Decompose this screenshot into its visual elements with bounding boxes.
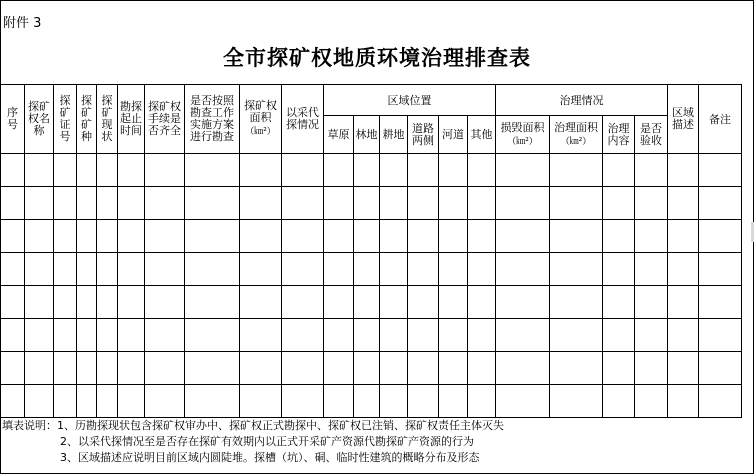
table-cell[interactable]: [550, 286, 603, 319]
table-cell[interactable]: [240, 319, 282, 352]
table-row: [1, 385, 742, 418]
header-other: 其他: [468, 116, 496, 154]
table-cell[interactable]: [496, 187, 550, 220]
table-cell[interactable]: [282, 286, 324, 319]
table-cell[interactable]: [439, 253, 468, 286]
table-cell[interactable]: [185, 220, 240, 253]
table-cell[interactable]: [77, 319, 97, 352]
table-cell[interactable]: [603, 319, 635, 352]
table-cell[interactable]: [354, 187, 380, 220]
table-cell[interactable]: [603, 253, 635, 286]
header-mineral: 探矿矿种: [77, 85, 97, 154]
table-cell[interactable]: [408, 253, 439, 286]
table-cell[interactable]: [1, 385, 25, 418]
table-cell[interactable]: [635, 253, 668, 286]
table-cell[interactable]: [439, 385, 468, 418]
table-cell[interactable]: [1, 154, 25, 187]
table-cell[interactable]: [668, 385, 699, 418]
table-cell[interactable]: [97, 253, 118, 286]
table-cell[interactable]: [54, 352, 77, 385]
table-cell[interactable]: [282, 385, 324, 418]
table-cell[interactable]: [468, 220, 496, 253]
table-cell[interactable]: [496, 385, 550, 418]
table-cell[interactable]: [118, 385, 145, 418]
table-cell[interactable]: [550, 352, 603, 385]
table-cell[interactable]: [603, 187, 635, 220]
table-cell[interactable]: [54, 154, 77, 187]
header-grassland: 草原: [324, 116, 354, 154]
table-cell[interactable]: [550, 154, 603, 187]
table-cell[interactable]: [145, 220, 185, 253]
table-row: [1, 286, 742, 319]
attachment-label: 附件 3: [3, 16, 42, 31]
table-cell[interactable]: [282, 319, 324, 352]
header-period: 勘探起止时间: [118, 85, 145, 154]
table-cell[interactable]: [240, 154, 282, 187]
table-cell[interactable]: [145, 286, 185, 319]
table-cell[interactable]: [496, 154, 550, 187]
table-cell[interactable]: [324, 187, 354, 220]
table-cell[interactable]: [324, 220, 354, 253]
survey-table: [0, 84, 742, 418]
table-cell[interactable]: [118, 187, 145, 220]
table-cell[interactable]: [145, 154, 185, 187]
table-cell[interactable]: [97, 385, 118, 418]
table-cell[interactable]: [408, 187, 439, 220]
table-cell[interactable]: [439, 319, 468, 352]
table-cell[interactable]: [324, 385, 354, 418]
header-damaged-area: 损毁面积 （㎞²）: [496, 116, 550, 154]
table-cell[interactable]: [77, 187, 97, 220]
table-cell[interactable]: [468, 385, 496, 418]
table-row: [1, 220, 742, 253]
table-cell[interactable]: [118, 352, 145, 385]
table-cell[interactable]: [468, 286, 496, 319]
table-cell[interactable]: [635, 385, 668, 418]
table-cell[interactable]: [240, 352, 282, 385]
header-forest: 林地: [354, 116, 380, 154]
header-plan: 是否按照勘查工作实施方案进行勘查: [185, 85, 240, 154]
header-seq: 序号: [1, 85, 25, 154]
table-cell[interactable]: [668, 286, 699, 319]
table-cell[interactable]: [668, 154, 699, 187]
table-cell[interactable]: [635, 154, 668, 187]
table-cell[interactable]: [380, 253, 408, 286]
table-cell[interactable]: [699, 220, 742, 253]
header-treatment: 治理情况: [496, 85, 668, 116]
table-cell[interactable]: [1, 253, 25, 286]
table-body: [1, 154, 742, 418]
table-cell[interactable]: [439, 187, 468, 220]
table-cell[interactable]: [354, 154, 380, 187]
header-row-1: [1, 85, 742, 116]
table-cell[interactable]: [240, 187, 282, 220]
table-cell[interactable]: [145, 187, 185, 220]
table-cell[interactable]: [439, 220, 468, 253]
header-farmland: 耕地: [380, 116, 408, 154]
table-cell[interactable]: [550, 220, 603, 253]
table-cell[interactable]: [380, 319, 408, 352]
table-cell[interactable]: [380, 154, 408, 187]
table-cell[interactable]: [240, 385, 282, 418]
table-cell[interactable]: [145, 253, 185, 286]
header-roadside: 道路两侧: [408, 116, 439, 154]
header-mining: 以采代探情况: [282, 85, 324, 154]
table-cell[interactable]: [496, 286, 550, 319]
table-cell[interactable]: [635, 319, 668, 352]
table-cell[interactable]: [380, 286, 408, 319]
table-cell[interactable]: [603, 385, 635, 418]
table-cell[interactable]: [380, 187, 408, 220]
table-cell[interactable]: [185, 286, 240, 319]
table-cell[interactable]: [699, 385, 742, 418]
table-cell[interactable]: [185, 319, 240, 352]
treated-unit: （㎞²）: [560, 136, 592, 147]
table-cell[interactable]: [496, 220, 550, 253]
table-cell[interactable]: [408, 220, 439, 253]
table-cell[interactable]: [54, 253, 77, 286]
table-cell[interactable]: [324, 286, 354, 319]
table-cell[interactable]: [25, 220, 54, 253]
header-accepted: 是否验收: [635, 116, 668, 154]
table-cell[interactable]: [496, 253, 550, 286]
table-cell[interactable]: [635, 352, 668, 385]
header-remarks: 备注: [699, 85, 742, 154]
table-cell[interactable]: [25, 385, 54, 418]
table-cell[interactable]: [77, 385, 97, 418]
table-row: [1, 187, 742, 220]
table-cell[interactable]: [603, 286, 635, 319]
table-cell[interactable]: [145, 385, 185, 418]
table-cell[interactable]: [282, 352, 324, 385]
header-area: 探矿权面积 （㎞²）: [240, 85, 282, 154]
page-title: 全市探矿权地质环境治理排查表: [223, 45, 531, 70]
table-cell[interactable]: [468, 253, 496, 286]
table-cell[interactable]: [1, 220, 25, 253]
table-cell[interactable]: [1, 187, 25, 220]
table-cell[interactable]: [282, 154, 324, 187]
table-cell[interactable]: [1, 352, 25, 385]
table-cell[interactable]: [118, 220, 145, 253]
table-cell[interactable]: [25, 286, 54, 319]
table-cell[interactable]: [185, 154, 240, 187]
table-cell[interactable]: [25, 352, 54, 385]
fill-notes: [2, 418, 504, 466]
table-cell[interactable]: [354, 352, 380, 385]
header-river: 河道: [439, 116, 468, 154]
table-row: [1, 352, 742, 385]
table-cell[interactable]: [468, 319, 496, 352]
table-cell[interactable]: [97, 187, 118, 220]
table-cell[interactable]: [439, 352, 468, 385]
table-cell[interactable]: [118, 319, 145, 352]
table-cell[interactable]: [185, 385, 240, 418]
table-cell[interactable]: [699, 352, 742, 385]
table-cell[interactable]: [354, 253, 380, 286]
table-cell[interactable]: [699, 286, 742, 319]
table-cell[interactable]: [97, 154, 118, 187]
table-cell[interactable]: [603, 352, 635, 385]
table-cell[interactable]: [97, 220, 118, 253]
table-cell[interactable]: [54, 319, 77, 352]
table-cell[interactable]: [97, 319, 118, 352]
table-cell[interactable]: [354, 220, 380, 253]
table-cell[interactable]: [25, 187, 54, 220]
table-cell[interactable]: [699, 187, 742, 220]
table-cell[interactable]: [380, 220, 408, 253]
table-cell[interactable]: [699, 319, 742, 352]
table-cell[interactable]: [54, 187, 77, 220]
table-cell[interactable]: [282, 220, 324, 253]
table-cell[interactable]: [282, 253, 324, 286]
table-cell[interactable]: [185, 352, 240, 385]
table-cell[interactable]: [145, 352, 185, 385]
note-1: 填表说明：1、历勘探现状包含探矿权审办中、探矿权正式勘探中、探矿权已注销、探矿权责任主体灭失: [2, 419, 504, 432]
header-treat-content: 治理内容: [603, 116, 635, 154]
table-cell[interactable]: [496, 352, 550, 385]
table-cell[interactable]: [77, 352, 97, 385]
table-cell[interactable]: [77, 220, 97, 253]
table-cell[interactable]: [354, 286, 380, 319]
table-cell[interactable]: [550, 319, 603, 352]
note-2: 2、以采代探情况至是否存在探矿有效期内以正式开采矿产资源代勘探矿产资源的行为: [60, 435, 474, 448]
table-cell[interactable]: [324, 253, 354, 286]
table-cell[interactable]: [324, 154, 354, 187]
header-desc: 区域描述: [668, 85, 699, 154]
table-cell[interactable]: [354, 319, 380, 352]
table-cell[interactable]: [635, 286, 668, 319]
table-cell[interactable]: [468, 154, 496, 187]
table-row: [1, 253, 742, 286]
table-cell[interactable]: [439, 154, 468, 187]
table-cell[interactable]: [77, 154, 97, 187]
table-cell[interactable]: [1, 286, 25, 319]
header-status: 探矿现状: [97, 85, 118, 154]
header-cert: 探矿证号: [54, 85, 77, 154]
table-cell[interactable]: [699, 154, 742, 187]
table-cell[interactable]: [240, 220, 282, 253]
table-cell[interactable]: [668, 319, 699, 352]
table-cell[interactable]: [185, 187, 240, 220]
table-cell[interactable]: [550, 385, 603, 418]
table-cell[interactable]: [145, 319, 185, 352]
note-3: 3、区域描述应说明目前区域内圆陡堆。探槽（坑）、硐、临时性建筑的概略分布及形态: [60, 451, 480, 464]
table-cell[interactable]: [54, 385, 77, 418]
table-cell[interactable]: [97, 352, 118, 385]
table-cell[interactable]: [550, 187, 603, 220]
table-cell[interactable]: [408, 286, 439, 319]
table-cell[interactable]: [439, 286, 468, 319]
table-cell[interactable]: [185, 253, 240, 286]
header-location: 区域位置: [324, 85, 496, 116]
table-cell[interactable]: [354, 385, 380, 418]
table-cell[interactable]: [380, 385, 408, 418]
table-cell[interactable]: [668, 220, 699, 253]
table-cell[interactable]: [408, 319, 439, 352]
table-cell[interactable]: [550, 253, 603, 286]
table-cell[interactable]: [118, 154, 145, 187]
header-name: 探矿权名称: [25, 85, 54, 154]
table-row: [1, 319, 742, 352]
table-cell[interactable]: [380, 352, 408, 385]
table-cell[interactable]: [77, 253, 97, 286]
header-treated-area: 治理面积 （㎞²）: [550, 116, 603, 154]
table-cell[interactable]: [240, 253, 282, 286]
table-cell[interactable]: [324, 352, 354, 385]
table-cell[interactable]: [408, 385, 439, 418]
table-cell[interactable]: [668, 352, 699, 385]
table-cell[interactable]: [118, 286, 145, 319]
table-cell[interactable]: [635, 187, 668, 220]
table-cell[interactable]: [496, 319, 550, 352]
table-cell[interactable]: [603, 154, 635, 187]
damaged-unit: （㎞²）: [507, 136, 538, 147]
table-cell[interactable]: [668, 187, 699, 220]
table-cell[interactable]: [1, 319, 25, 352]
table-cell[interactable]: [603, 220, 635, 253]
table-row: [1, 154, 742, 187]
table-cell[interactable]: [77, 286, 97, 319]
table-cell[interactable]: [408, 352, 439, 385]
table-cell[interactable]: [468, 187, 496, 220]
table-cell[interactable]: [635, 220, 668, 253]
table-cell[interactable]: [240, 286, 282, 319]
table-cell[interactable]: [25, 319, 54, 352]
table-cell[interactable]: [118, 253, 145, 286]
table-cell[interactable]: [25, 154, 54, 187]
table-cell[interactable]: [699, 253, 742, 286]
table-cell[interactable]: [54, 220, 77, 253]
table-cell[interactable]: [282, 187, 324, 220]
table-cell[interactable]: [468, 352, 496, 385]
table-cell[interactable]: [324, 319, 354, 352]
header-complete: 探矿权手续是否齐全: [145, 85, 185, 154]
area-unit: （㎞²）: [245, 126, 276, 137]
table-cell[interactable]: [97, 286, 118, 319]
table-cell[interactable]: [408, 154, 439, 187]
table-cell[interactable]: [54, 286, 77, 319]
table-cell[interactable]: [25, 253, 54, 286]
table-cell[interactable]: [668, 253, 699, 286]
